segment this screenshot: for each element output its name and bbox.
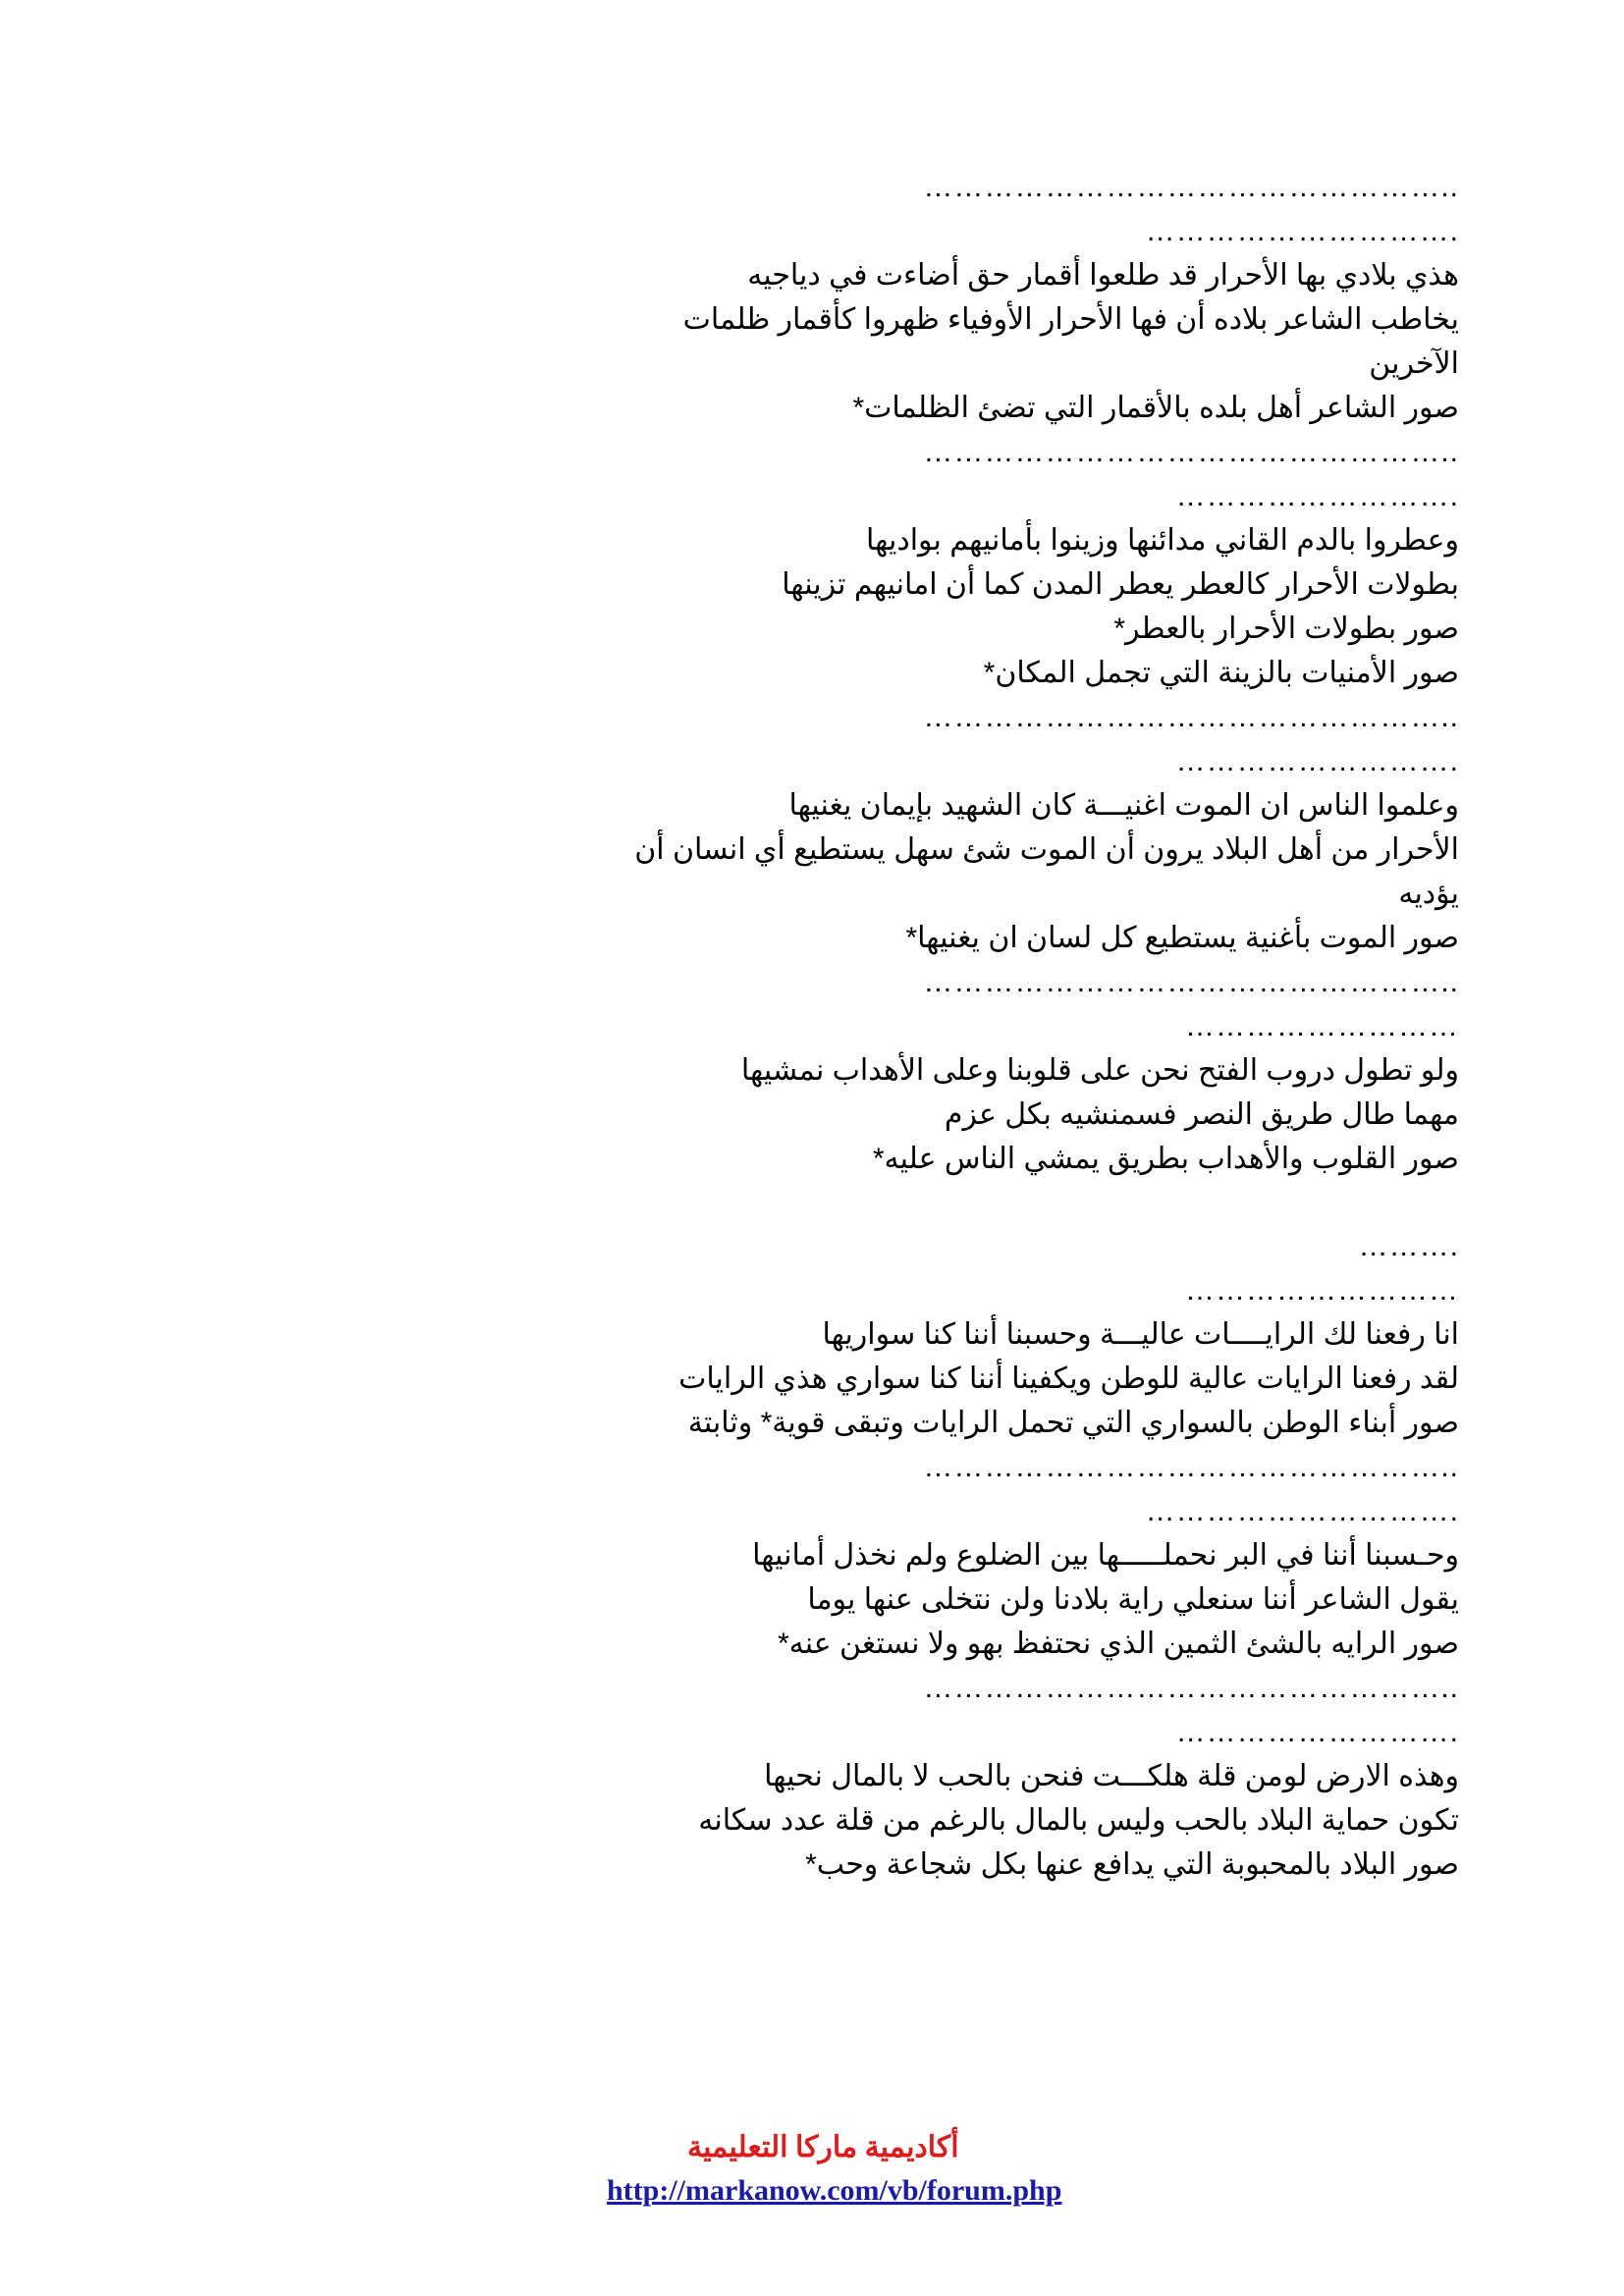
verse-block-2 [634, 518, 1459, 695]
dotted-separator: ………………………. [1175, 1716, 1459, 1748]
explanation-line: مهما طال طريق النصر فسمنشيه بكل عزم [944, 1098, 1459, 1131]
dotted-separator: …………………………………………….. [923, 701, 1459, 733]
dotted-separator: ……………………… [1185, 1010, 1459, 1042]
footer-forum-link[interactable]: http://markanow.com/vb/forum.php [607, 2174, 1062, 2207]
dotted-separator: …………………………. [1145, 215, 1459, 247]
image-line: صور الموت بأغنية يستطيع كل لسان ان يغنيها* [905, 922, 1459, 954]
explanation-line: يخاطب الشاعر بلاده أن فها الأحرار الأوفياء ظهروا كأقمار ظلمات الآخرين [682, 303, 1459, 380]
dotted-separator: ………………………. [1175, 745, 1459, 777]
explanation-line: يقول الشاعر أننا سنعلي راية بلادنا ولن نتخلى عنها يوما [807, 1583, 1459, 1616]
verse-line: وحـسبنا أننا في البر نحملـــــها بين الضلوع ولم نخذل أمانيها [752, 1539, 1459, 1572]
explanation-line: الأحرار من أهل البلاد يرون أن الموت شئ سهل يستطيع أي انسان أن يؤديه [634, 833, 1459, 910]
verse-line: وعطروا بالدم القاني مدائنها وزينوا بأمانيهم بواديها [866, 524, 1459, 557]
verse-line: انا رفعنا لك الرايــــات عاليـــة وحسبنا أننا كنا سواريها [822, 1318, 1459, 1351]
verse-line: وهذه الارض لومن قلة هلكـــت فنحن بالحب لا بالمال نحيها [764, 1760, 1459, 1792]
dotted-separator: …………………………………………….. [923, 436, 1459, 468]
dotted-separator: …………………………………………….. [923, 171, 1459, 203]
dotted-separator: ………………………. [1175, 480, 1459, 512]
explanation-line: بطولات الأحرار كالعطر يعطر المدن كما أن امانيهم تزينها [782, 568, 1459, 601]
verse-block-4 [634, 1048, 1459, 1181]
verse-block-5 [634, 1312, 1459, 1445]
dotted-separator: ………. [1358, 1230, 1459, 1262]
image-line: صور البلاد بالمحبوبة التي يدافع عنها بكل شجاعة وحب* [805, 1848, 1459, 1881]
image-line: صور القلوب والأهداب بطريق يمشي الناس عليه* [872, 1143, 1459, 1175]
verse-block-7 [634, 1754, 1459, 1887]
verse-line: هذي بلادي بها الأحرار قد طلعوا أقمار حق أضاءت في دياجيه [747, 259, 1459, 292]
dotted-separator: ……………………… [1185, 1274, 1459, 1307]
dotted-separator: …………………………. [1145, 1495, 1459, 1527]
image-line: صور الرايه بالشئ الثمين الذي نحتفظ بهو ولا نستغن عنه* [777, 1628, 1459, 1660]
verse-line: ولو تطول دروب الفتح نحن على قلوبنا وعلى الأهداب نمشيها [740, 1054, 1459, 1087]
image-line: صور الأمنيات بالزينة التي تجمل المكان* [983, 657, 1459, 689]
dotted-separator: …………………………………………….. [923, 1672, 1459, 1704]
footer-academy-title: أكاديمية ماركا التعليمية [687, 2131, 959, 2163]
image-line: صور بطولات الأحرار بالعطر* [1113, 613, 1459, 645]
dotted-separator: …………………………………………….. [923, 1451, 1459, 1483]
verse-line: وعلموا الناس ان الموت اغنيـــة كان الشهيد بإيمان يغنيها [788, 789, 1459, 822]
verse-block-6 [634, 1533, 1459, 1666]
content-area [634, 165, 1459, 1887]
verse-block-1 [634, 253, 1459, 430]
verse-block-3 [634, 783, 1459, 960]
image-line: صور الشاعر أهل بلده بالأقمار التي تضئ الظلمات* [852, 392, 1459, 424]
image-line: صور أبناء الوطن بالسواري التي تحمل الرايات وتبقى قوية* وثابتة [687, 1407, 1459, 1439]
spacer [634, 1181, 1459, 1224]
explanation-line: تكون حماية البلاد بالحب وليس بالمال بالرغم من قلة عدد سكانه [698, 1804, 1459, 1837]
explanation-line: لقد رفعنا الرايات عالية للوطن ويكفينا أننا كنا سواري هذي الرايات [678, 1362, 1459, 1395]
dotted-separator: …………………………………………….. [923, 966, 1459, 998]
